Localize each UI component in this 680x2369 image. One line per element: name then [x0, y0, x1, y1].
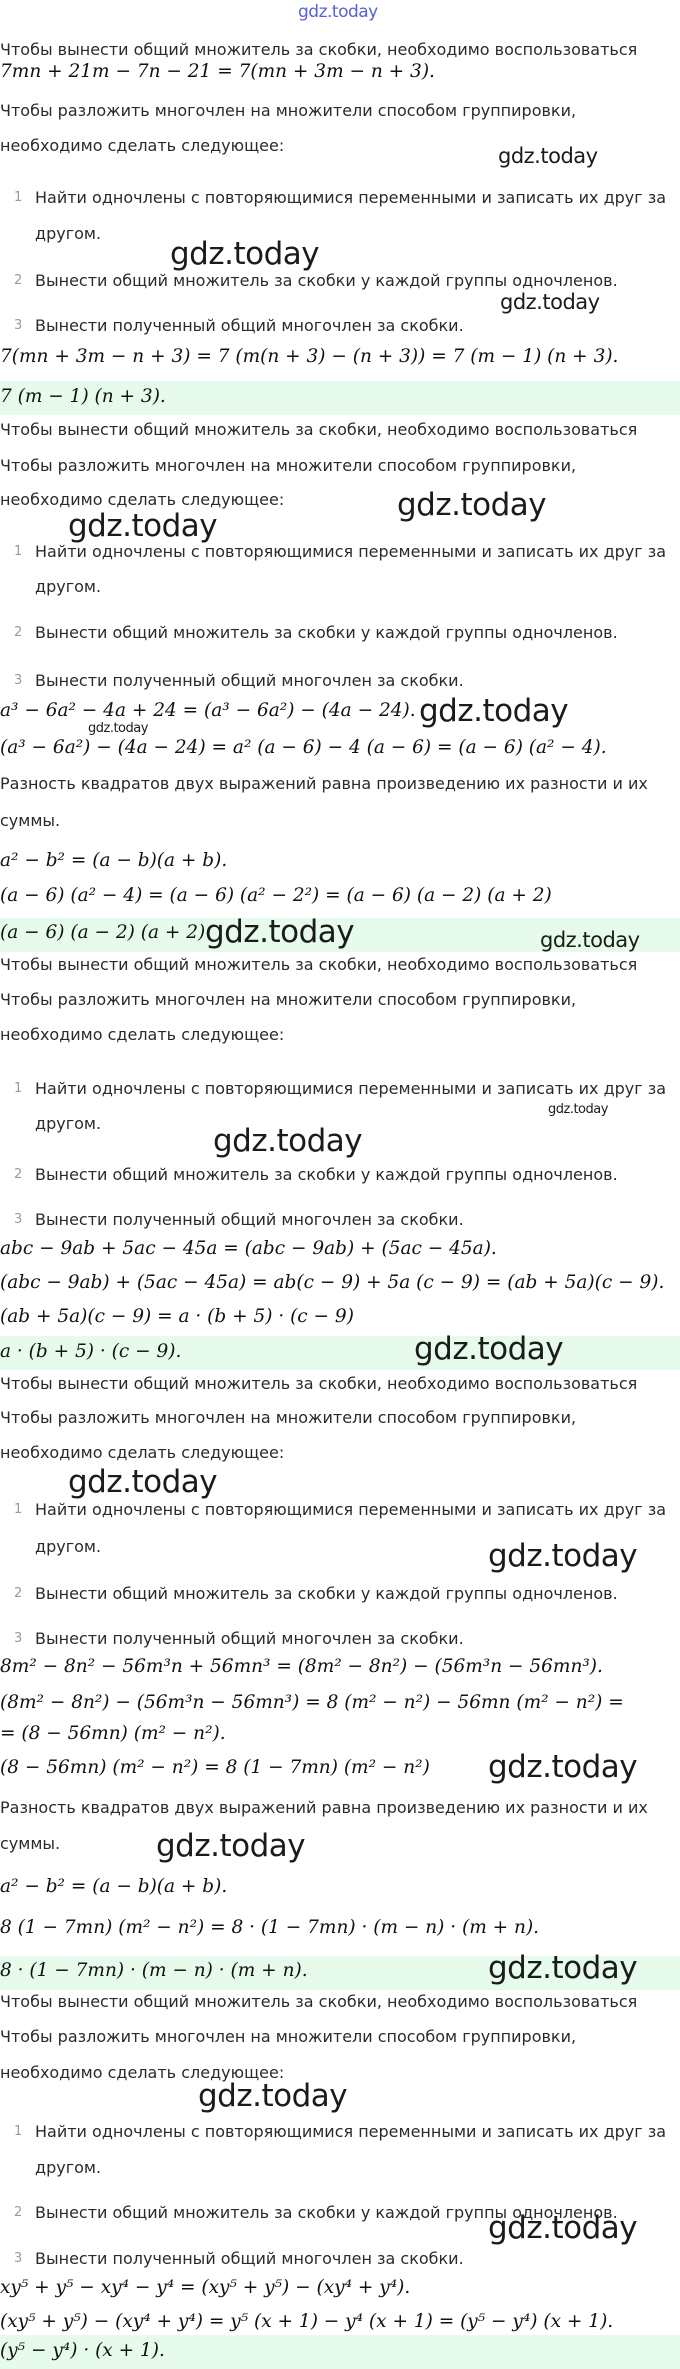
work-line: (xy⁵ + y⁵) − (xy⁴ + y⁴) = y⁵ (x + 1) − y⁴ (x + 1) = (y⁵ − y⁴) (x + 1). [0, 2311, 614, 2332]
answer-text: a · (b + 5) · (c − 9). [0, 1341, 182, 1362]
work-line: = (8 − 56mn) (m² − n²). [0, 1723, 226, 1744]
work-line: a³ − 6a² − 4a + 24 = (a³ − 6a²) − (4a − 24). [0, 700, 416, 721]
watermark: gdz.today [548, 1102, 608, 1117]
watermark: gdz.today [419, 693, 569, 729]
step-number: 1 [14, 544, 23, 559]
answer-text: (a − 6) (a − 2) (a + 2) [0, 922, 206, 943]
watermark: gdz.today [540, 928, 640, 952]
step-text: Найти одночлены с повторяющимися переменными и записать их друг за [35, 1500, 667, 1519]
step-text: другом. [35, 1114, 102, 1133]
step-number: 1 [14, 2124, 23, 2139]
watermark: gdz.today [213, 1123, 363, 1159]
work-line: a² − b² = (a − b)(a + b). [0, 1876, 228, 1897]
intro-text: Чтобы вынести общий множитель за скобки, необходимо воспользоваться [0, 40, 638, 59]
watermark: gdz.today [414, 1331, 564, 1367]
step-text: Найти одночлены с повторяющимися переменными и записать их друг за [35, 188, 667, 207]
work-line: abc − 9ab + 5ac − 45a = (abc − 9ab) + (5ac − 45a). [0, 1238, 497, 1259]
step-text: Вынести общий множитель за скобки у каждой группы одночленов. [35, 271, 618, 290]
watermark: gdz.today [488, 1950, 638, 1986]
watermark: gdz.today [156, 1828, 306, 1864]
watermark: gdz.today [68, 508, 218, 544]
grouping-text: необходимо сделать следующее: [0, 1443, 285, 1462]
step-text: Вынести общий множитель за скобки у каждой группы одночленов. [35, 2203, 618, 2222]
work-line: (a³ − 6a²) − (4a − 24) = a² (a − 6) − 4 (a − 6) = (a − 6) (a² − 4). [0, 737, 607, 758]
grouping-text: Чтобы разложить многочлен на множители способом группировки, [0, 2027, 577, 2046]
step-number: 3 [14, 1212, 23, 1227]
watermark: gdz.today [488, 1538, 638, 1574]
watermark: gdz.today [500, 290, 600, 314]
step-number: 1 [14, 1081, 23, 1096]
step-number: 2 [14, 1586, 23, 1601]
watermark: gdz.today [488, 1749, 638, 1785]
step-number: 2 [14, 2205, 23, 2220]
step-text: Вынести общий множитель за скобки у каждой группы одночленов. [35, 1584, 618, 1603]
step-number: 2 [14, 1167, 23, 1182]
watermark: gdz.today [68, 1464, 218, 1500]
watermark: gdz.today [397, 487, 547, 523]
work-line: (a − 6) (a² − 4) = (a − 6) (a² − 2²) = (a − 6) (a − 2) (a + 2) [0, 885, 552, 906]
answer-text: (y⁵ − y⁴) · (x + 1). [0, 2340, 165, 2361]
intro-text: Чтобы вынести общий множитель за скобки, необходимо воспользоваться [0, 420, 638, 439]
work-line: 8m² − 8n² − 56m³n + 56mn³ = (8m² − 8n²) − (56m³n − 56mn³). [0, 1656, 603, 1677]
step-text: другом. [35, 1537, 102, 1556]
work-line: (abc − 9ab) + (5ac − 45a) = ab(c − 9) + 5a (c − 9) = (ab + 5a)(c − 9). [0, 1272, 665, 1293]
grouping-text: необходимо сделать следующее: [0, 490, 285, 509]
step-text: другом. [35, 224, 102, 243]
grouping-text: Чтобы разложить многочлен на множители способом группировки, [0, 456, 577, 475]
work-line: (8m² − 8n²) − (56m³n − 56mn³) = 8 (m² − n²) − 56mn (m² − n²) = [0, 1692, 624, 1713]
step-text: Вынести полученный общий многочлен за скобки. [35, 1629, 464, 1648]
work-line: 7(mn + 3m − n + 3) = 7 (m(n + 3) − (n + 3)) = 7 (m − 1) (n + 3). [0, 346, 619, 367]
step-text: Найти одночлены с повторяющимися переменными и записать их друг за [35, 2122, 667, 2141]
grouping-text: Чтобы разложить многочлен на множители способом группировки, [0, 1408, 577, 1427]
watermark: gdz.today [205, 914, 355, 950]
step-text: Вынести полученный общий многочлен за скобки. [35, 671, 464, 690]
difference-text: Разность квадратов двух выражений равна произведению их разности и их [0, 1798, 648, 1817]
step-number: 1 [14, 1502, 23, 1517]
work-line: a² − b² = (a − b)(a + b). [0, 850, 228, 871]
grouping-text: необходимо сделать следующее: [0, 1025, 285, 1044]
step-number: 3 [14, 1631, 23, 1646]
equation: 7mn + 21m − 7n − 21 = 7(mn + 3m − n + 3). [0, 61, 435, 82]
answer-text: 7 (m − 1) (n + 3). [0, 386, 166, 407]
grouping-text: Чтобы разложить многочлен на множители способом группировки, [0, 990, 577, 1009]
grouping-text: необходимо сделать следующее: [0, 2063, 285, 2082]
step-number: 3 [14, 2251, 23, 2266]
watermark: gdz.today [88, 721, 148, 736]
step-text: Вынести общий множитель за скобки у каждой группы одночленов. [35, 623, 618, 642]
step-number: 3 [14, 318, 23, 333]
grouping-text: необходимо сделать следующее: [0, 136, 285, 155]
step-text: Найти одночлены с повторяющимися переменными и записать их друг за [35, 542, 667, 561]
work-line: 8 (1 − 7mn) (m² − n²) = 8 · (1 − 7mn) · (m − n) · (m + n). [0, 1917, 540, 1938]
watermark: gdz.today [298, 2, 378, 22]
step-text: Вынести полученный общий многочлен за скобки. [35, 2249, 464, 2268]
step-text: Вынести полученный общий многочлен за скобки. [35, 316, 464, 335]
step-text: Вынести полученный общий многочлен за скобки. [35, 1210, 464, 1229]
difference-text: Разность квадратов двух выражений равна произведению их разности и их [0, 774, 648, 793]
work-line: (ab + 5a)(c − 9) = a · (b + 5) · (c − 9) [0, 1306, 354, 1327]
watermark: gdz.today [170, 236, 320, 272]
difference-text: суммы. [0, 1834, 61, 1853]
difference-text: суммы. [0, 811, 61, 830]
watermark: gdz.today [488, 2210, 638, 2246]
step-number: 2 [14, 273, 23, 288]
step-text: Вынести общий множитель за скобки у каждой группы одночленов. [35, 1165, 618, 1184]
step-text: Найти одночлены с повторяющимися переменными и записать их друг за [35, 1079, 667, 1098]
step-text: другом. [35, 577, 102, 596]
intro-text: Чтобы вынести общий множитель за скобки, необходимо воспользоваться [0, 955, 638, 974]
step-number: 1 [14, 190, 23, 205]
intro-text: Чтобы вынести общий множитель за скобки, необходимо воспользоваться [0, 1992, 638, 2011]
step-number: 3 [14, 673, 23, 688]
grouping-text: Чтобы разложить многочлен на множители способом группировки, [0, 101, 577, 120]
step-text: другом. [35, 2158, 102, 2177]
intro-text: Чтобы вынести общий множитель за скобки, необходимо воспользоваться [0, 1374, 638, 1393]
work-line: (8 − 56mn) (m² − n²) = 8 (1 − 7mn) (m² − n²) [0, 1757, 430, 1778]
answer-text: 8 · (1 − 7mn) · (m − n) · (m + n). [0, 1960, 308, 1981]
step-number: 2 [14, 625, 23, 640]
watermark: gdz.today [198, 2078, 348, 2114]
work-line: xy⁵ + y⁵ − xy⁴ − y⁴ = (xy⁵ + y⁵) − (xy⁴ + y⁴). [0, 2277, 411, 2298]
watermark: gdz.today [498, 144, 598, 168]
